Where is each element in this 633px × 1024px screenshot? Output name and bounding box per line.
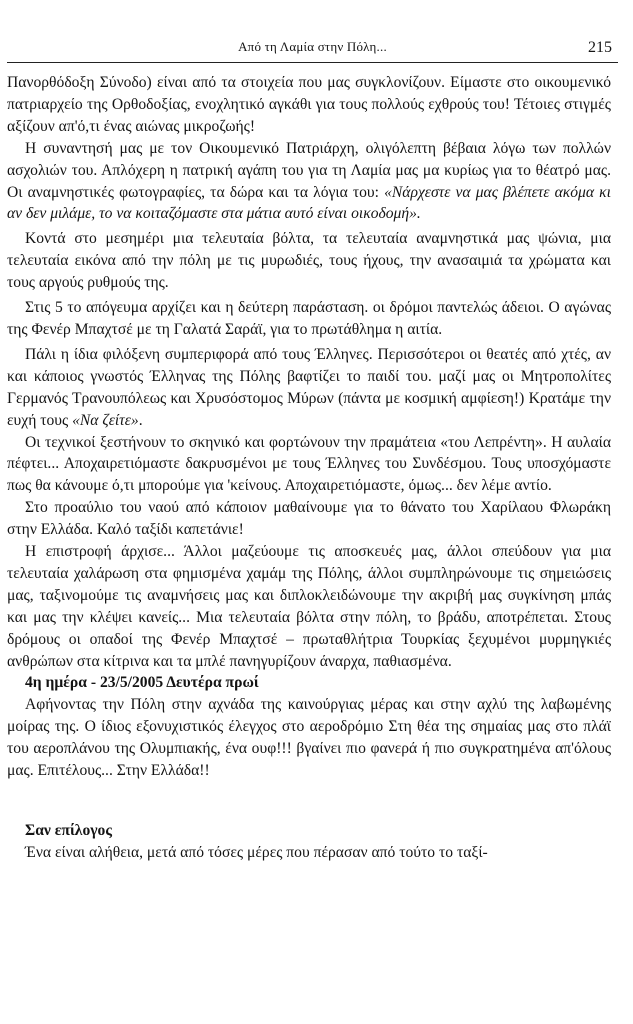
paragraph-text: Η συναντησή μας με τον Οικουμενικό Πατριάρχη, ολιγόλεπτη βέβαια λόγω των πολλών ασχολιών του. Απλόχερη η πατρική αγάπη του για τη Λαμία μας μα κυρίως για το θέατρό μας. Οι αναμνηστικές φωτογραφίες, τα δώρα και τα λόγια του: [7,139,611,201]
running-title: Από τη Λαμία στην Πόλη... [238,39,387,54]
page-header [7,36,618,63]
paragraph: Ένα είναι αλήθεια, μετά από τόσες μέρες που πέρασαν από τούτο το ταξί- [25,843,488,861]
paragraph: Αφήνοντας την Πόλη στην αχνάδα της καινούργιας μέρας και στην αχλύ της λαβωμένης μοίρας της. Ο ίδιος εξονυχιστικός έλεγχος στο αεροδρόμιο Στη θέα της σημαίας μας στο πλάϊ του αεροπλάνου της Ολυμπιακής, ένα ουφ!!! βγαίνει πιο φανερά ή πιο συγκρατημένα απ'όλους μας. Επιτέλους... Στην Ελλάδα!! [7,696,611,780]
patriarch-quote: «Νάρχεστε να μας βλέπετε ακόμα κι αν δεν μιλάμε, το να κοιταζόμαστε στα μάτια αυτό είναι οικοδομή». [7,183,611,223]
day-heading: 4η ημέρα - 23/5/2005 Δευτέρα πρωί [25,674,259,692]
page-body [7,72,611,864]
paragraph [7,344,611,432]
paragraph-text: Πάλι η ίδια φιλόξενη συμπεριφορά από τους Έλληνες. Περισσότεροι οι θεατές από χτές, αν και κάποιος γνωστός Έλληνας της Πόλης βαφτίζει το παιδί του. μαζί μας οι Μητροπολίτες Γερμανός Τρανουπόλεως και Χρυσόστομος Μύρων (πάντα με κοσμική αμφίεση!) Κρατάμε την ευχή τους [7,345,611,429]
paragraph [7,138,611,226]
paragraph: Στο προαύλιο του ναού από κάποιον μαθαίνουμε για το θάνατο του Χαρίλαου Φλωράκη στην Ελλάδα. Καλό ταξίδι καπετάνιε! [7,499,611,539]
paragraph: Στις 5 το απόγευμα αρχίζει και η δεύτερη παράσταση. οι δρόμοι παντελώς άδειοι. Ο αγώνας της Φενέρ Μπαχτσέ με τη Γαλατά Σαράϊ, για το πρωτάθλημα η αιτία. [7,299,611,338]
paragraph: Πανορθόδοξη Σύνοδο) είναι από τα στοιχεία που μας συγκλονίζουν. Είμαστε στο οικουμενικό πατριαρχείο της Ορθοδοξίας, ενοχλητικό αγκάθι για τους πολλούς εχθρούς του! Τέτοιες στιγμές αξίζουν απ'ό,τι ένας αιώνας μικροζωής! [7,74,611,135]
paragraph: Οι τεχνικοί ξεστήνουν το σκηνικό και φορτώνουν την πραμάτεια «του Λεπρέντη». Η αυλαία πέφτει... Αποχαιρετιόμαστε δακρυσμένοι με τους Έλληνες του Συνδέσμου. Τους υποσχόμαστε πως θα κάνουμε ό,τι μπορούμε για 'κείνους. Αποχαιρετιόμαστε, όμως... δεν λέμε αντίο. [7,433,611,495]
epilogue-heading: Σαν επίλογος [25,822,112,839]
paragraph: Κοντά στο μεσημέρι μια τελευταία βόλτα, τα τελευταία αναμνηστικά μας ψώνια, μια τελευταία εικόνα από την πόλη με τις μυρωδιές, τους ήχους, την ανασαιμιά τα χρώματα και τους αργούς ρυθμούς της. [7,230,611,292]
blessing-quote: «Να ζείτε» [72,411,139,429]
paragraph-end: . [138,411,143,429]
page-number: 215 [588,39,612,56]
paragraph: Η επιστροφή άρχισε... Άλλοι μαζεύουμε τις αποσκευές μας, άλλοι σπεύδουν για μια τελευταία χαλάρωση στα φημισμένα χαμάμ της Πόλης, άλλοι συμπληρώνουμε τις σημειώσεις μας, ταξινομούμε τις αναμνήσεις μας και διπλοκλειδώνουμε την ακριβή μας συγκίνηση μπάς και μας την κλέψει κανείς... Μια τελευταία βόλτα στην πόλη, το βράδυ, αποτρέπεται. Στους δρόμους οι οπαδοί της Φενέρ Μπαχτσέ – πρωταθλήτρια Τουρκίας ξεχυμένοι μυρμηγκιές ανθρώπων στα κίτρινα και τα μπλέ πανηγυρίζουν άναρχα, παθιασμένα. [7,543,611,670]
